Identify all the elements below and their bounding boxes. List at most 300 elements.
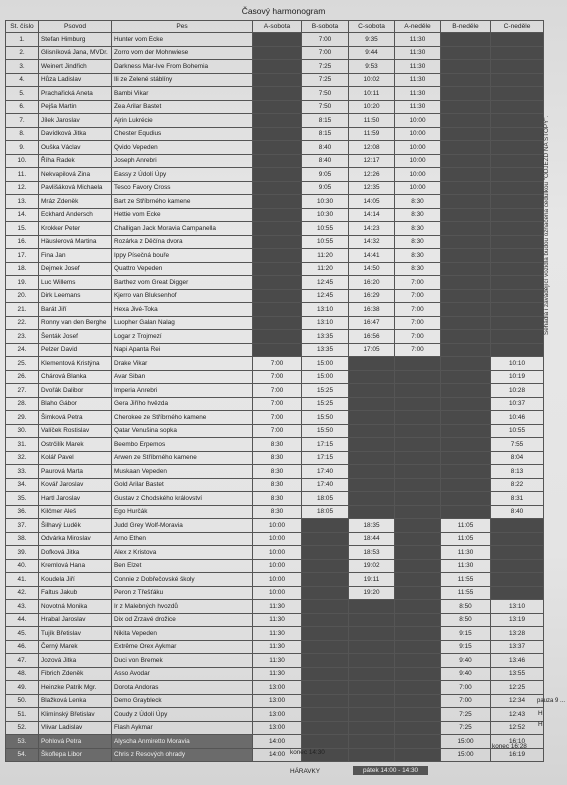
cell-dog: Gold Arilar Bastet bbox=[112, 478, 253, 492]
cell-a-saturday bbox=[253, 33, 302, 47]
cell-dog: Flash Aykmar bbox=[112, 721, 253, 735]
cell-b-saturday: 8:40 bbox=[302, 141, 349, 155]
cell-owner: Klimínský Břetislav bbox=[39, 708, 112, 722]
cell-c-saturday: 14:50 bbox=[349, 262, 395, 276]
cell-b-saturday: 17:40 bbox=[302, 465, 349, 479]
cell-b-saturday: 9:05 bbox=[302, 168, 349, 182]
cell-a-saturday bbox=[253, 276, 302, 290]
cell-b-saturday bbox=[302, 681, 349, 695]
cell-b-sunday: 7:00 bbox=[441, 681, 491, 695]
col-header-a-saturday: A-sobota bbox=[253, 21, 302, 33]
cell-owner: Dvořák Dalibor bbox=[39, 384, 112, 398]
cell-a-sunday: 8:30 bbox=[395, 222, 441, 236]
cell-c-saturday: 12:26 bbox=[349, 168, 395, 182]
cell-c-saturday: 17:05 bbox=[349, 343, 395, 357]
h-mark: H bbox=[538, 721, 543, 728]
cell-number: 39. bbox=[6, 546, 39, 560]
col-header-owner: Psovod bbox=[39, 21, 112, 33]
cell-a-sunday bbox=[395, 411, 441, 425]
cell-c-sunday bbox=[491, 100, 544, 114]
cell-a-saturday bbox=[253, 249, 302, 263]
cell-b-saturday: 18:05 bbox=[302, 505, 349, 519]
cell-a-saturday bbox=[253, 262, 302, 276]
cell-a-sunday bbox=[395, 397, 441, 411]
cell-number: 34. bbox=[6, 478, 39, 492]
cell-c-saturday: 14:05 bbox=[349, 195, 395, 209]
cell-c-sunday bbox=[491, 114, 544, 128]
table-row bbox=[6, 303, 544, 317]
cell-c-sunday bbox=[491, 330, 544, 344]
table-row bbox=[6, 330, 544, 344]
cell-b-saturday bbox=[302, 613, 349, 627]
table-row bbox=[6, 667, 544, 681]
cell-number: 24. bbox=[6, 343, 39, 357]
cell-c-saturday bbox=[349, 654, 395, 668]
cell-c-sunday bbox=[491, 546, 544, 560]
cell-number: 1. bbox=[6, 33, 39, 47]
table-row bbox=[6, 276, 544, 290]
table-row bbox=[6, 654, 544, 668]
cell-number: 51. bbox=[6, 708, 39, 722]
cell-dog: Ili ze Zelené stáblíny bbox=[112, 73, 253, 87]
cell-a-saturday bbox=[253, 330, 302, 344]
cell-b-sunday: 11:30 bbox=[441, 559, 491, 573]
cell-owner: Luc Willems bbox=[39, 276, 112, 290]
table-row bbox=[6, 721, 544, 735]
cell-owner: Novotná Monika bbox=[39, 600, 112, 614]
cell-a-saturday: 13:00 bbox=[253, 708, 302, 722]
side-note: Sehádlá i zavádějící vozidla budou označena cedulkou "ODJEZD NA STOPY". bbox=[543, 115, 550, 335]
cell-b-sunday: 9:15 bbox=[441, 640, 491, 654]
cell-number: 9. bbox=[6, 141, 39, 155]
cell-c-saturday bbox=[349, 748, 395, 762]
cell-number: 52. bbox=[6, 721, 39, 735]
table-row bbox=[6, 249, 544, 263]
cell-owner: Pelzer David bbox=[39, 343, 112, 357]
cell-owner: Faltus Jakub bbox=[39, 586, 112, 600]
cell-a-saturday: 13:00 bbox=[253, 694, 302, 708]
cell-number: 48. bbox=[6, 667, 39, 681]
cell-owner: Hůza Ladislav bbox=[39, 73, 112, 87]
table-row bbox=[6, 586, 544, 600]
cell-c-saturday bbox=[349, 438, 395, 452]
cell-c-saturday: 14:32 bbox=[349, 235, 395, 249]
cell-owner: Stefan Himburg bbox=[39, 33, 112, 47]
cell-owner: Ronny van den Berghe bbox=[39, 316, 112, 330]
cell-b-sunday: 8:50 bbox=[441, 600, 491, 614]
table-row bbox=[6, 208, 544, 222]
cell-owner: Dejmek Josef bbox=[39, 262, 112, 276]
table-row bbox=[6, 694, 544, 708]
cell-c-saturday: 16:47 bbox=[349, 316, 395, 330]
cell-c-saturday bbox=[349, 384, 395, 398]
cell-c-saturday bbox=[349, 681, 395, 695]
cell-b-saturday: 10:55 bbox=[302, 222, 349, 236]
cell-dog: Muskaan Vepeden bbox=[112, 465, 253, 479]
cell-c-saturday: 16:29 bbox=[349, 289, 395, 303]
cell-b-sunday bbox=[441, 370, 491, 384]
cell-owner: Valíček Rostislav bbox=[39, 424, 112, 438]
cell-c-sunday: 10:28 bbox=[491, 384, 544, 398]
cell-c-sunday: 8:31 bbox=[491, 492, 544, 506]
cell-dog: Kjerro van Bluksenhof bbox=[112, 289, 253, 303]
cell-b-saturday: 10:55 bbox=[302, 235, 349, 249]
cell-c-sunday bbox=[491, 586, 544, 600]
cell-c-sunday bbox=[491, 222, 544, 236]
cell-number: 44. bbox=[6, 613, 39, 627]
cell-a-saturday: 8:30 bbox=[253, 478, 302, 492]
cell-b-saturday bbox=[302, 694, 349, 708]
cell-number: 13. bbox=[6, 195, 39, 209]
cell-b-sunday bbox=[441, 505, 491, 519]
cell-number: 28. bbox=[6, 397, 39, 411]
table-row bbox=[6, 411, 544, 425]
cell-b-saturday: 7:25 bbox=[302, 60, 349, 74]
cell-c-saturday bbox=[349, 478, 395, 492]
cell-dog: Coudy z Údolí Úpy bbox=[112, 708, 253, 722]
cell-a-saturday: 8:30 bbox=[253, 451, 302, 465]
cell-a-saturday bbox=[253, 208, 302, 222]
cell-b-sunday: 9:40 bbox=[441, 654, 491, 668]
cell-a-sunday bbox=[395, 748, 441, 762]
table-row bbox=[6, 343, 544, 357]
cell-owner: Pohlová Petra bbox=[39, 735, 112, 749]
cell-number: 29. bbox=[6, 411, 39, 425]
cell-dog: Chester Equdius bbox=[112, 127, 253, 141]
cell-a-sunday bbox=[395, 451, 441, 465]
cell-c-sunday bbox=[491, 141, 544, 155]
cell-b-sunday bbox=[441, 289, 491, 303]
table-row bbox=[6, 370, 544, 384]
cell-a-sunday bbox=[395, 532, 441, 546]
cell-number: 50. bbox=[6, 694, 39, 708]
cell-a-sunday bbox=[395, 721, 441, 735]
cell-c-sunday bbox=[491, 316, 544, 330]
cell-a-sunday: 11:30 bbox=[395, 73, 441, 87]
cell-owner: Šilhavý Luděk bbox=[39, 519, 112, 533]
cell-b-sunday bbox=[441, 141, 491, 155]
cell-a-saturday: 8:30 bbox=[253, 438, 302, 452]
cell-c-sunday bbox=[491, 46, 544, 60]
cell-b-sunday: 9:15 bbox=[441, 627, 491, 641]
cell-c-sunday bbox=[491, 154, 544, 168]
cell-c-saturday bbox=[349, 708, 395, 722]
cell-a-sunday bbox=[395, 357, 441, 371]
cell-owner: Pavlišáková Michaela bbox=[39, 181, 112, 195]
cell-b-sunday bbox=[441, 181, 491, 195]
cell-number: 17. bbox=[6, 249, 39, 263]
cell-c-saturday: 16:38 bbox=[349, 303, 395, 317]
cell-dog: Barthez vom Great Digger bbox=[112, 276, 253, 290]
cell-dog: Ben Elzet bbox=[112, 559, 253, 573]
cell-c-saturday bbox=[349, 735, 395, 749]
cell-b-sunday bbox=[441, 303, 491, 317]
cell-number: 2. bbox=[6, 46, 39, 60]
cell-c-sunday: 13:37 bbox=[491, 640, 544, 654]
cell-number: 18. bbox=[6, 262, 39, 276]
cell-dog: Hunter vom Ecke bbox=[112, 33, 253, 47]
cell-dog: Demo Graybleck bbox=[112, 694, 253, 708]
cell-c-saturday: 18:44 bbox=[349, 532, 395, 546]
cell-b-saturday bbox=[302, 546, 349, 560]
cell-number: 36. bbox=[6, 505, 39, 519]
cell-number: 46. bbox=[6, 640, 39, 654]
cell-number: 47. bbox=[6, 654, 39, 668]
cell-c-sunday bbox=[491, 532, 544, 546]
cell-a-saturday: 8:30 bbox=[253, 492, 302, 506]
cell-a-sunday: 11:30 bbox=[395, 87, 441, 101]
cell-a-saturday bbox=[253, 73, 302, 87]
cell-c-sunday bbox=[491, 573, 544, 587]
cell-c-sunday bbox=[491, 343, 544, 357]
cell-number: 42. bbox=[6, 586, 39, 600]
cell-dog: Gera Jiřího hvězda bbox=[112, 397, 253, 411]
cell-a-sunday bbox=[395, 654, 441, 668]
cell-b-saturday: 8:15 bbox=[302, 127, 349, 141]
cell-b-saturday: 9:05 bbox=[302, 181, 349, 195]
cell-a-sunday: 7:00 bbox=[395, 276, 441, 290]
cell-b-sunday bbox=[441, 168, 491, 182]
cell-b-saturday bbox=[302, 586, 349, 600]
cell-a-sunday: 10:00 bbox=[395, 154, 441, 168]
cell-a-saturday bbox=[253, 141, 302, 155]
cell-a-saturday: 10:00 bbox=[253, 519, 302, 533]
table-row bbox=[6, 195, 544, 209]
table-row bbox=[6, 114, 544, 128]
cell-c-saturday bbox=[349, 667, 395, 681]
cell-b-saturday bbox=[302, 627, 349, 641]
cell-number: 6. bbox=[6, 100, 39, 114]
cell-owner: Pejša Martin bbox=[39, 100, 112, 114]
cell-c-saturday: 12:17 bbox=[349, 154, 395, 168]
cell-number: 14. bbox=[6, 208, 39, 222]
cell-number: 5. bbox=[6, 87, 39, 101]
cell-c-sunday: 10:37 bbox=[491, 397, 544, 411]
cell-a-sunday bbox=[395, 384, 441, 398]
cell-owner: Kovář Jaroslav bbox=[39, 478, 112, 492]
cell-number: 49. bbox=[6, 681, 39, 695]
cell-a-sunday: 10:00 bbox=[395, 141, 441, 155]
cell-dog: Zorro vom der Mohnwiese bbox=[112, 46, 253, 60]
cell-number: 45. bbox=[6, 627, 39, 641]
cell-c-sunday: 10:10 bbox=[491, 357, 544, 371]
cell-owner: Mráz Zdeněk bbox=[39, 195, 112, 209]
cell-owner: Jozová Jitka bbox=[39, 654, 112, 668]
cell-a-sunday: 8:30 bbox=[395, 235, 441, 249]
cell-owner: Heinzke Patrik Mgr. bbox=[39, 681, 112, 695]
cell-b-saturday bbox=[302, 559, 349, 573]
cell-b-saturday: 15:25 bbox=[302, 384, 349, 398]
cell-owner: Blaho Gábor bbox=[39, 397, 112, 411]
cell-number: 40. bbox=[6, 559, 39, 573]
cell-c-sunday bbox=[491, 276, 544, 290]
cell-dog: Alex z Kristova bbox=[112, 546, 253, 560]
table-row bbox=[6, 681, 544, 695]
cell-a-saturday bbox=[253, 168, 302, 182]
cell-b-sunday bbox=[441, 127, 491, 141]
cell-c-saturday bbox=[349, 492, 395, 506]
cell-number: 32. bbox=[6, 451, 39, 465]
cell-dog: Dorota Andoras bbox=[112, 681, 253, 695]
cell-b-saturday bbox=[302, 573, 349, 587]
cell-c-saturday: 19:02 bbox=[349, 559, 395, 573]
col-header-number: St. číslo bbox=[6, 21, 39, 33]
cell-dog: Drake Vikar bbox=[112, 357, 253, 371]
cell-c-saturday: 11:50 bbox=[349, 114, 395, 128]
cell-b-saturday bbox=[302, 600, 349, 614]
cell-b-sunday: 15:00 bbox=[441, 735, 491, 749]
cell-dog: Nikita Vepeden bbox=[112, 627, 253, 641]
cell-b-saturday: 17:15 bbox=[302, 451, 349, 465]
cell-a-saturday: 7:00 bbox=[253, 411, 302, 425]
cell-a-saturday bbox=[253, 289, 302, 303]
cell-c-saturday: 19:11 bbox=[349, 573, 395, 587]
cell-c-saturday: 10:20 bbox=[349, 100, 395, 114]
cell-b-sunday bbox=[441, 154, 491, 168]
cell-c-sunday: 10:19 bbox=[491, 370, 544, 384]
cell-c-sunday: 13:19 bbox=[491, 613, 544, 627]
cell-dog: Zea Arilar Bastet bbox=[112, 100, 253, 114]
cell-dog: Quattro Vepeden bbox=[112, 262, 253, 276]
cell-a-saturday: 8:30 bbox=[253, 465, 302, 479]
cell-b-sunday: 11:05 bbox=[441, 519, 491, 533]
cell-b-saturday bbox=[302, 667, 349, 681]
table-row bbox=[6, 640, 544, 654]
cell-c-sunday bbox=[491, 235, 544, 249]
col-header-dog: Pes bbox=[112, 21, 253, 33]
cell-a-sunday: 10:00 bbox=[395, 168, 441, 182]
cell-a-saturday: 11:30 bbox=[253, 627, 302, 641]
cell-a-sunday bbox=[395, 694, 441, 708]
table-row bbox=[6, 627, 544, 641]
cell-b-saturday bbox=[302, 532, 349, 546]
cell-c-sunday: 13:46 bbox=[491, 654, 544, 668]
cell-a-sunday bbox=[395, 708, 441, 722]
cell-b-sunday bbox=[441, 73, 491, 87]
table-row bbox=[6, 100, 544, 114]
cell-number: 31. bbox=[6, 438, 39, 452]
cell-b-sunday bbox=[441, 60, 491, 74]
cell-b-saturday: 7:00 bbox=[302, 46, 349, 60]
cell-b-saturday bbox=[302, 519, 349, 533]
cell-c-saturday bbox=[349, 370, 395, 384]
cell-b-sunday bbox=[441, 114, 491, 128]
cell-a-saturday: 11:30 bbox=[253, 667, 302, 681]
cell-a-saturday: 7:00 bbox=[253, 384, 302, 398]
cell-a-saturday: 10:00 bbox=[253, 546, 302, 560]
table-row bbox=[6, 546, 544, 560]
cell-b-saturday: 17:40 bbox=[302, 478, 349, 492]
cell-a-sunday bbox=[395, 492, 441, 506]
cell-b-sunday bbox=[441, 262, 491, 276]
cell-b-saturday: 7:50 bbox=[302, 100, 349, 114]
cell-number: 20. bbox=[6, 289, 39, 303]
cell-dog: Extrême Orex Aykmar bbox=[112, 640, 253, 654]
cell-dog: Avar Siban bbox=[112, 370, 253, 384]
cell-c-saturday: 9:44 bbox=[349, 46, 395, 60]
cell-a-saturday: 11:30 bbox=[253, 640, 302, 654]
cell-dog: Eassy z Údolí Úpy bbox=[112, 168, 253, 182]
cell-owner: Hartl Jaroslav bbox=[39, 492, 112, 506]
cell-b-sunday bbox=[441, 411, 491, 425]
cell-owner: Nekvapilová Zina bbox=[39, 168, 112, 182]
cell-dog: Qatar Venušina sopka bbox=[112, 424, 253, 438]
cell-a-saturday: 11:30 bbox=[253, 654, 302, 668]
cell-c-sunday bbox=[491, 262, 544, 276]
cell-number: 33. bbox=[6, 465, 39, 479]
table-row bbox=[6, 478, 544, 492]
col-header-b-saturday: B-sobota bbox=[302, 21, 349, 33]
cell-owner: Glisníková Jana, MVDr. bbox=[39, 46, 112, 60]
cell-b-sunday bbox=[441, 235, 491, 249]
cell-a-sunday bbox=[395, 478, 441, 492]
cell-a-sunday bbox=[395, 559, 441, 573]
cell-owner: Hrabal Jaroslav bbox=[39, 613, 112, 627]
col-header-a-sunday: A-neděle bbox=[395, 21, 441, 33]
cell-b-sunday bbox=[441, 397, 491, 411]
cell-number: 7. bbox=[6, 114, 39, 128]
cell-b-sunday bbox=[441, 465, 491, 479]
cell-dog: Qvido Vepeden bbox=[112, 141, 253, 155]
cell-b-saturday: 15:00 bbox=[302, 357, 349, 371]
cell-b-sunday: 11:30 bbox=[441, 546, 491, 560]
cell-number: 53. bbox=[6, 735, 39, 749]
cell-a-saturday: 11:30 bbox=[253, 600, 302, 614]
table-row bbox=[6, 316, 544, 330]
cell-dog: Logar z Trojmezí bbox=[112, 330, 253, 344]
cell-c-sunday: 8:13 bbox=[491, 465, 544, 479]
cell-c-saturday: 19:20 bbox=[349, 586, 395, 600]
table-row bbox=[6, 573, 544, 587]
cell-c-saturday: 9:35 bbox=[349, 33, 395, 47]
table-row bbox=[6, 465, 544, 479]
cell-b-saturday: 13:35 bbox=[302, 330, 349, 344]
cell-owner: Häuslerová Martina bbox=[39, 235, 112, 249]
cell-c-sunday bbox=[491, 208, 544, 222]
cell-c-sunday bbox=[491, 519, 544, 533]
cell-dog: Connie z Dobřečovské školy bbox=[112, 573, 253, 587]
cell-a-sunday bbox=[395, 519, 441, 533]
table-row bbox=[6, 60, 544, 74]
cell-a-sunday: 11:30 bbox=[395, 60, 441, 74]
cell-c-saturday bbox=[349, 613, 395, 627]
cell-b-saturday: 15:50 bbox=[302, 424, 349, 438]
cell-b-sunday: 7:25 bbox=[441, 721, 491, 735]
cell-a-saturday bbox=[253, 100, 302, 114]
table-row bbox=[6, 384, 544, 398]
cell-b-sunday: 11:55 bbox=[441, 586, 491, 600]
cell-a-saturday bbox=[253, 343, 302, 357]
cell-c-saturday bbox=[349, 451, 395, 465]
cell-c-sunday: 12:25 bbox=[491, 681, 544, 695]
cell-dog: Arwen ze Stříbrného kamene bbox=[112, 451, 253, 465]
table-row bbox=[6, 748, 544, 762]
cell-a-sunday: 7:00 bbox=[395, 316, 441, 330]
cell-a-saturday: 8:30 bbox=[253, 505, 302, 519]
cell-c-sunday: 8:40 bbox=[491, 505, 544, 519]
cell-c-sunday bbox=[491, 168, 544, 182]
cell-c-saturday: 10:11 bbox=[349, 87, 395, 101]
cell-a-sunday bbox=[395, 627, 441, 641]
cell-owner: Klementová Kristýna bbox=[39, 357, 112, 371]
cell-b-saturday: 15:00 bbox=[302, 370, 349, 384]
cell-owner: Kilčmer Aleš bbox=[39, 505, 112, 519]
cell-b-saturday: 12:45 bbox=[302, 289, 349, 303]
cell-number: 35. bbox=[6, 492, 39, 506]
cell-dog: Peron z Třešťáku bbox=[112, 586, 253, 600]
table-header-row bbox=[6, 21, 544, 33]
cell-number: 19. bbox=[6, 276, 39, 290]
